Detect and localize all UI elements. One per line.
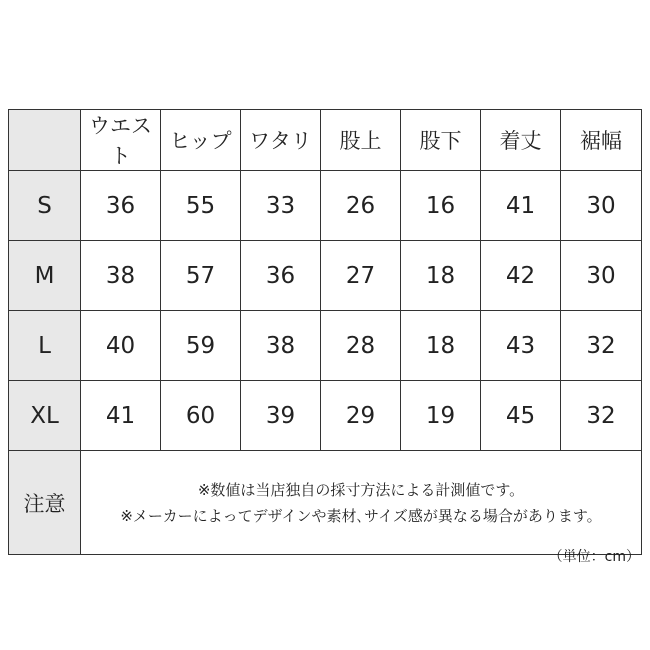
table-cell: 32: [561, 381, 642, 451]
table-cell: 41: [481, 171, 561, 241]
note-line: ※メーカーによってデザインや素材､サイズ感が異なる場合があります。: [120, 506, 602, 525]
table-cell: 18: [401, 241, 481, 311]
table-cell: 57: [161, 241, 241, 311]
size-label: L: [9, 311, 81, 381]
table-cell: 36: [241, 241, 321, 311]
size-label: S: [9, 171, 81, 241]
table-row: [9, 381, 642, 451]
table-cell: 55: [161, 171, 241, 241]
table-cell: 28: [321, 311, 401, 381]
header-waist: ウエスト: [81, 110, 161, 171]
header-row: [9, 110, 642, 171]
table-cell: 30: [561, 241, 642, 311]
table-cell: 43: [481, 311, 561, 381]
header-thigh: ワタリ: [241, 110, 321, 171]
table-cell: 45: [481, 381, 561, 451]
header-hip: ヒップ: [161, 110, 241, 171]
header-hem-width: 裾幅: [561, 110, 642, 171]
table-cell: 30: [561, 171, 642, 241]
note-line: ※数値は当店独自の採寸方法による計測値です。: [197, 480, 525, 499]
table-cell: 42: [481, 241, 561, 311]
table-cell: 18: [401, 311, 481, 381]
note-row: [9, 451, 642, 555]
table-cell: 39: [241, 381, 321, 451]
table-cell: 41: [81, 381, 161, 451]
header-length: 着丈: [481, 110, 561, 171]
table-row: [9, 241, 642, 311]
table-cell: 26: [321, 171, 401, 241]
header-rise: 股上: [321, 110, 401, 171]
table-cell: 16: [401, 171, 481, 241]
note-cell: [81, 451, 642, 555]
header-inseam: 股下: [401, 110, 481, 171]
table-cell: 38: [81, 241, 161, 311]
table-cell: 40: [81, 311, 161, 381]
size-label: XL: [9, 381, 81, 451]
table-cell: 38: [241, 311, 321, 381]
unit-label: （単位：cm）: [548, 549, 640, 565]
table-cell: 32: [561, 311, 642, 381]
table-cell: 29: [321, 381, 401, 451]
table-row: [9, 171, 642, 241]
table-row: [9, 311, 642, 381]
corner-cell: [9, 110, 81, 171]
table-cell: 60: [161, 381, 241, 451]
table-cell: 33: [241, 171, 321, 241]
table-cell: 59: [161, 311, 241, 381]
table-cell: 36: [81, 171, 161, 241]
table-cell: 19: [401, 381, 481, 451]
table-cell: 27: [321, 241, 401, 311]
note-label: 注意: [9, 451, 81, 555]
size-table: [8, 109, 642, 555]
size-label: M: [9, 241, 81, 311]
